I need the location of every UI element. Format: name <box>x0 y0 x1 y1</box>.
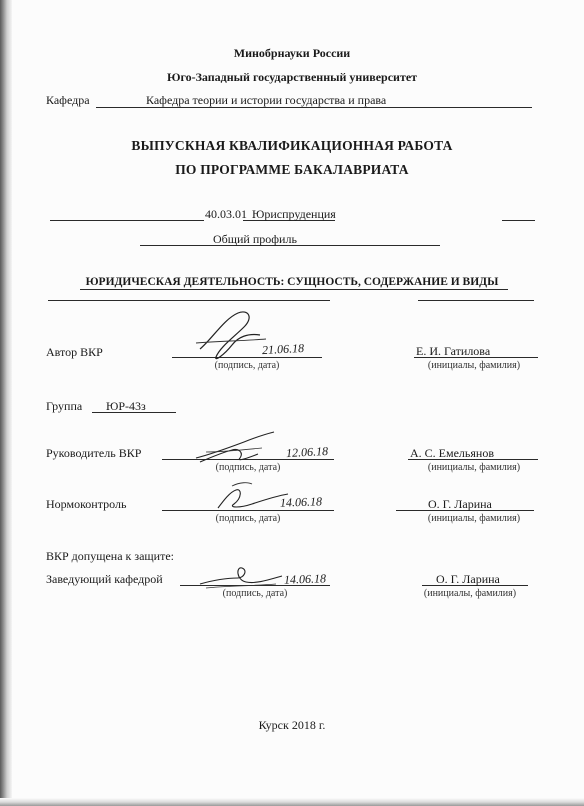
normcontrol-name: О. Г. Ларина <box>428 497 492 511</box>
thesis-topic: ЮРИДИЧЕСКАЯ ДЕЯТЕЛЬНОСТЬ: СУЩНОСТЬ, СОДЕРЖАНИЕ И ВИДЫ <box>85 276 499 288</box>
supervisor-label: Руководитель ВКР <box>46 446 142 460</box>
supervisor-name-caption: (инициалы, фамилия) <box>427 462 521 473</box>
program-line-left <box>50 220 204 221</box>
author-signature-date: 21.06.18 <box>261 340 305 358</box>
department-head-name-caption: (инициалы, фамилия) <box>423 588 517 599</box>
supervisor-signature-date: 12.06.18 <box>285 443 329 461</box>
normcontrol-label: Нормоконтроль <box>46 497 127 511</box>
department-head-caption: (подпись, дата) <box>222 588 288 599</box>
author-label: Автор ВКР <box>46 345 103 359</box>
department-underline <box>96 107 532 108</box>
ministry-name: Минобрнауки России <box>233 46 351 60</box>
city-year: Курск 2018 г. <box>258 718 326 732</box>
title-line-1: ВЫПУСКНАЯ КВАЛИФИКАЦИОННАЯ РАБОТА <box>131 138 453 153</box>
author-caption: (подпись, дата) <box>214 360 280 371</box>
supervisor-caption: (подпись, дата) <box>215 462 281 473</box>
normcontrol-caption: (подпись, дата) <box>215 513 281 524</box>
department-head-label: Заведующий кафедрой <box>46 572 163 586</box>
university-name: Юго-Западный государственный университет <box>166 70 418 84</box>
department-value: Кафедра теории и истории государства и права <box>146 93 387 107</box>
group-label: Группа <box>46 399 83 413</box>
department-head-signature-date: 14.06.18 <box>283 571 327 587</box>
supervisor-name: А. С. Емельянов <box>410 446 494 460</box>
program-code: 40.03.01 <box>205 207 247 221</box>
scan-edge-bottom <box>0 798 584 806</box>
department-label: Кафедра <box>46 93 90 107</box>
title-line-2: ПО ПРОГРАММЕ БАКАЛАВРИАТА <box>175 162 409 177</box>
topic-underline <box>80 289 508 290</box>
department-head-name: О. Г. Ларина <box>436 572 500 586</box>
admission-text: ВКР допущена к защите: <box>46 549 174 563</box>
group-value: ЮР-43з <box>106 399 146 413</box>
topic-line-2-right <box>418 300 534 301</box>
program-line-right <box>502 220 535 221</box>
profile-name: Общий профиль <box>213 232 297 246</box>
topic-line-2-left <box>48 300 330 301</box>
author-name-caption: (инициалы, фамилия) <box>427 360 521 371</box>
author-name: Е. И. Гатилова <box>416 344 491 358</box>
scan-edge-left <box>0 0 12 806</box>
author-signature-icon <box>190 305 270 363</box>
program-name: Юриспруденция <box>252 207 336 221</box>
normcontrol-signature-date: 14.06.18 <box>279 494 323 510</box>
normcontrol-name-caption: (инициалы, фамилия) <box>427 513 521 524</box>
